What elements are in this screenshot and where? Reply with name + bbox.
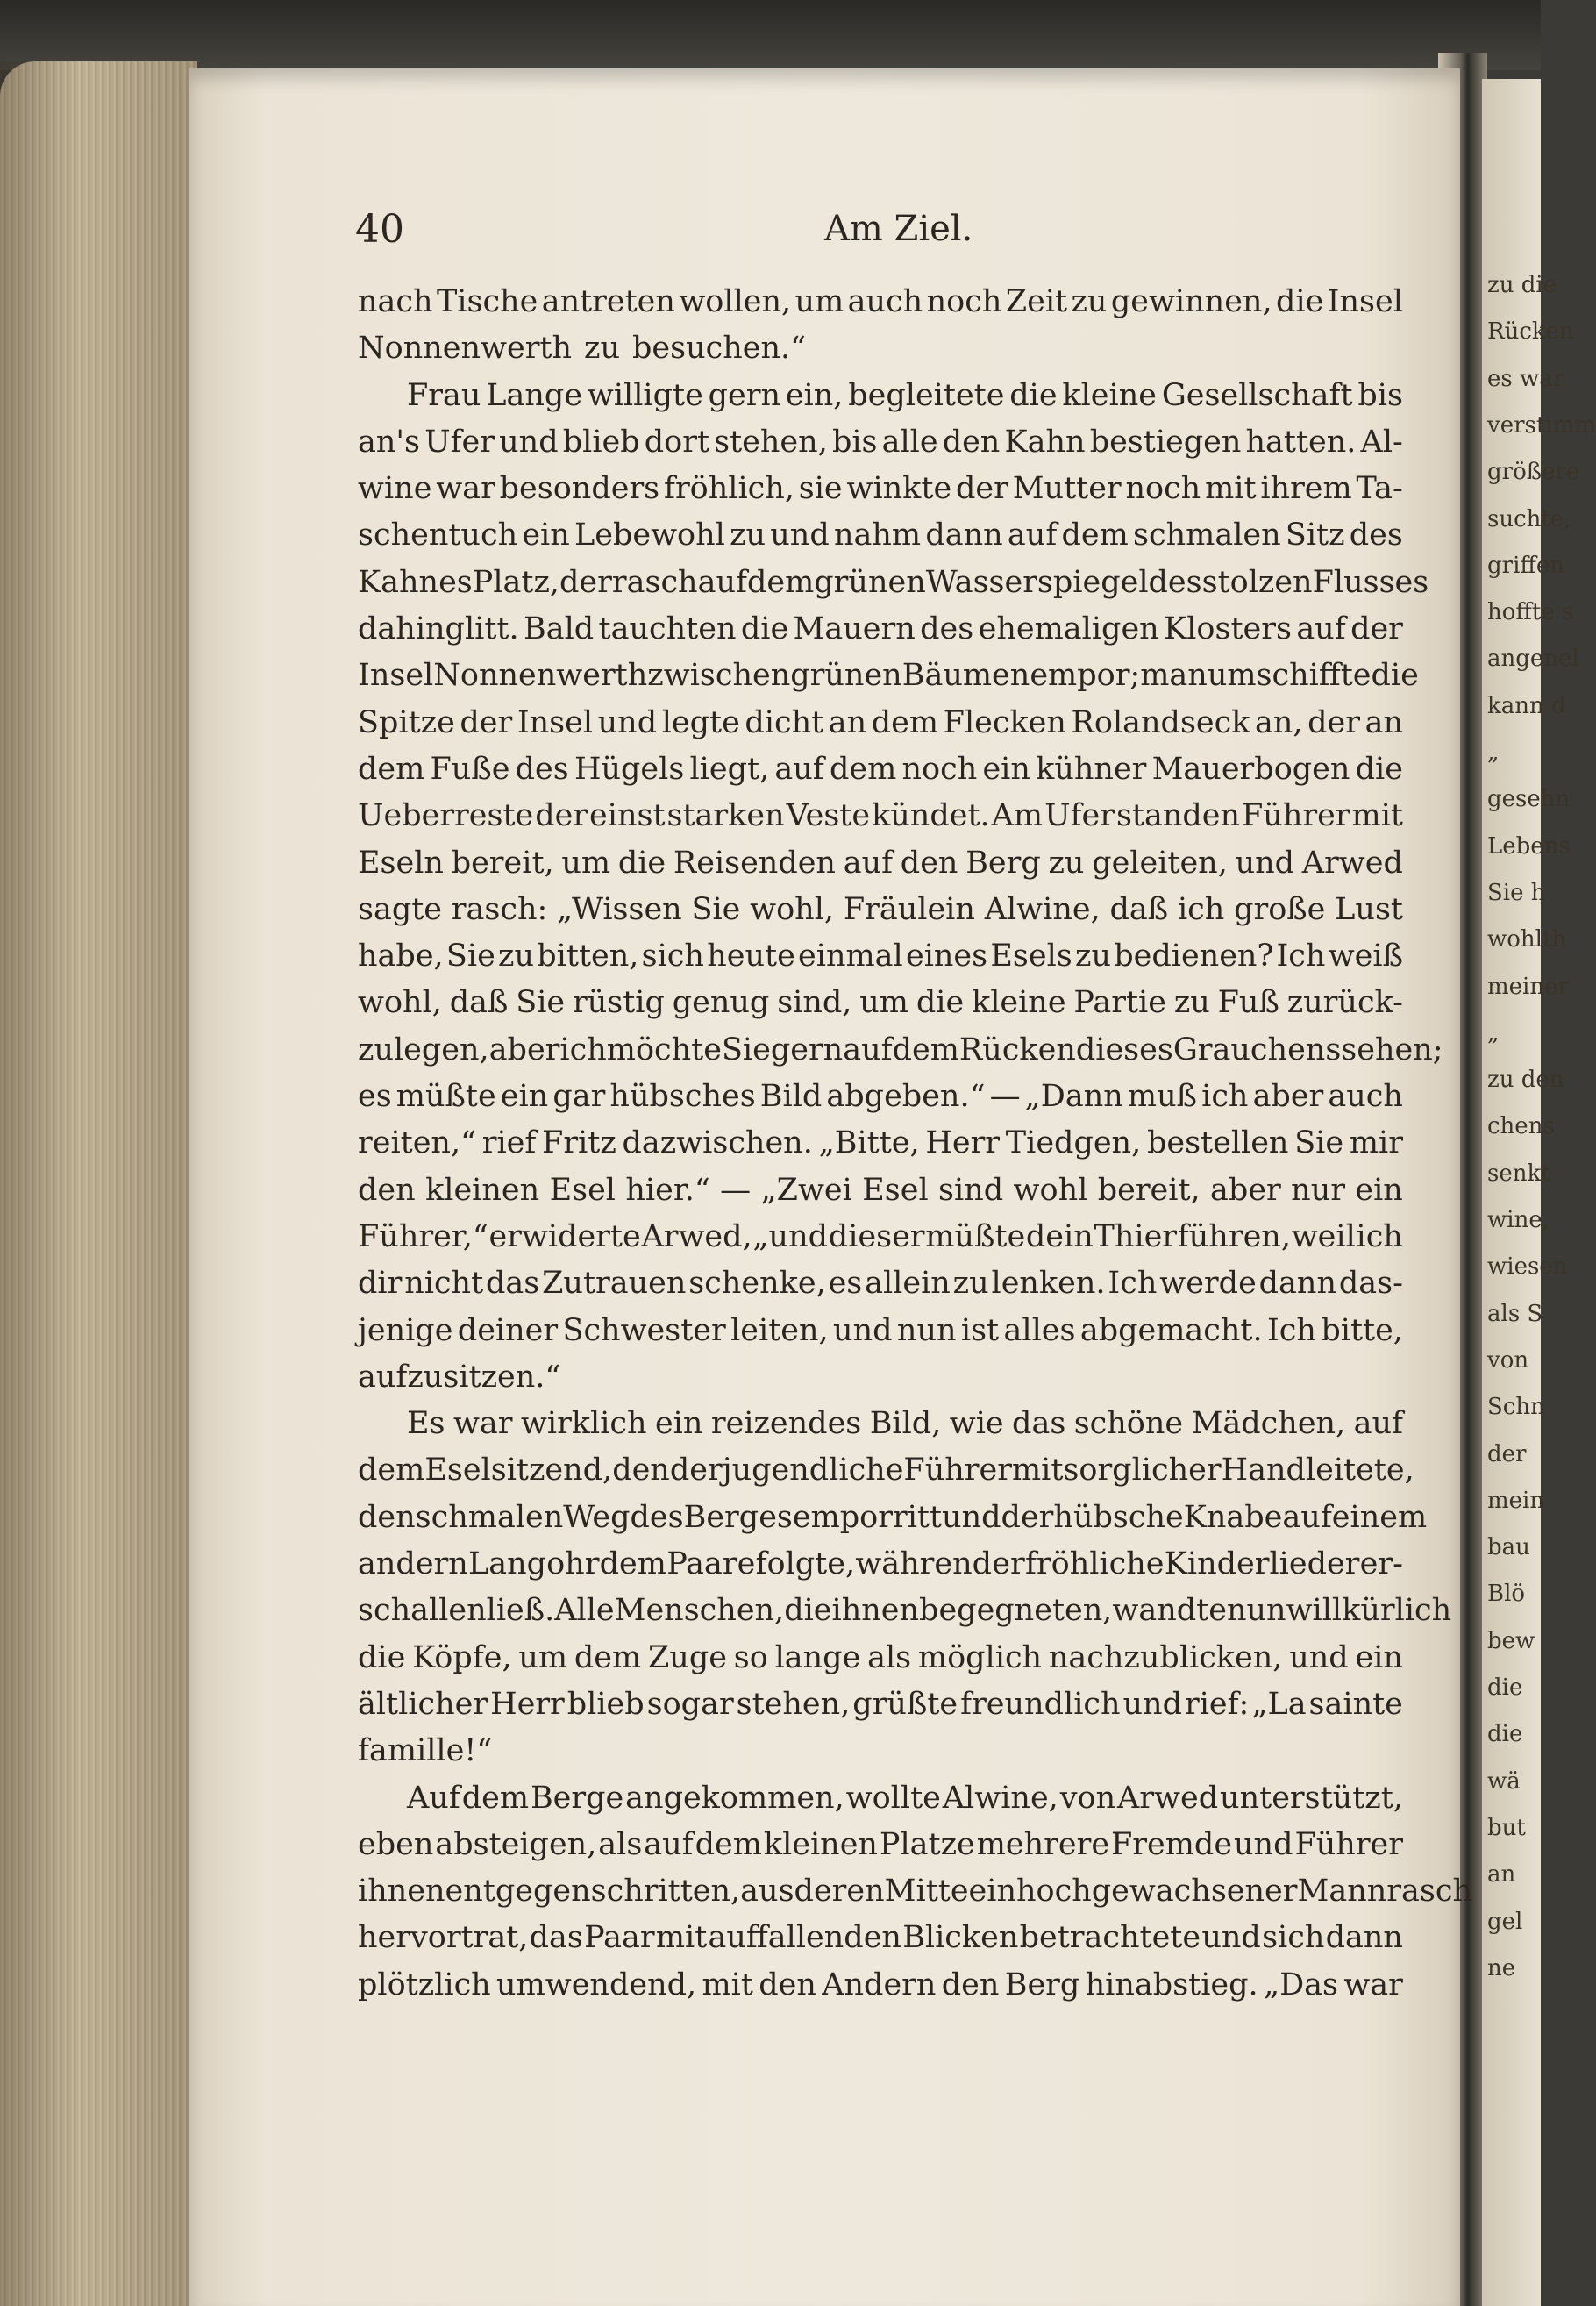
text-line: eben absteigen, als auf dem kleinen Platze mehrere Fremde und Führer [358,1826,1403,1862]
text-line: Insel Nonnenwerth zwischen grünen Bäumen empor; man umschiffte die [358,658,1419,694]
text-line: andern Langohr dem Paare folgte, während er fröhliche Kinderlieder er- [358,1546,1403,1582]
text-line: jenige deiner Schwester leiten, und nun ist alles abgemacht. Ich bitte, [358,1312,1403,1348]
facing-page-fragment: ne [1487,1954,1516,1981]
facing-page-fragment: Schn [1487,1394,1545,1421]
text-line: den kleinen Esel hier.“ — „Zwei Esel sind wohl bereit, aber nur ein [358,1172,1403,1208]
running-title: Am Ziel. [824,209,973,249]
text-line: Spitze der Insel und legte dicht an dem Flecken Rolandseck an, der an [358,704,1403,740]
page-number: 40 [355,207,404,252]
facing-page-fragment: hoffte s [1487,599,1574,626]
book-page-edges [0,61,197,2306]
facing-page-fragment: senkt [1487,1160,1550,1187]
text-line: Eseln bereit, um die Reisenden auf den Berg zu geleiten, und Arwed [358,845,1403,881]
facing-page-fragment: die [1487,1721,1523,1748]
text-line: dem Fuße des Hügels liegt, auf dem noch ein kühner Mauerbogen die [358,751,1403,787]
text-line: an's Ufer und blieb dort stehen, bis alle den Kahn bestiegen hatten. Al- [358,424,1403,460]
facing-page-fragment: Sie h [1487,879,1546,906]
text-line: schentuch ein Lebewohl zu und nahm dann auf dem schmalen Sitz des [358,518,1403,553]
text-line: Auf dem Berge angekommen, wollte Alwine, von Arwed unterstützt, [407,1780,1403,1816]
facing-page-fragment: zu den [1487,1067,1564,1094]
text-line: Kahnes Platz, der rasch auf dem grünen Wasserspiegel des stolzen Flusses [358,564,1429,600]
text-line: famille!“ [358,1733,493,1769]
text-line: nach Tische antreten wollen, um auch noch Zeit zu gewinnen, die Insel [358,284,1403,319]
facing-page-fragment: größere [1487,459,1580,486]
text-line: habe, Sie zu bitten, sich heute einmal eines Esels zu bedienen? Ich weiß [358,939,1403,975]
text-line: Nonnenwerth zu besuchen.“ [358,331,807,367]
facing-page-fragment: wiesen [1487,1253,1568,1281]
text-line: aufzusitzen.“ [358,1359,561,1395]
facing-page [1482,79,1596,2306]
text-line: dem Esel sitzend, den der jugendliche Führer mit sorglicher Hand leitete, [358,1453,1414,1489]
facing-page-fragment: wohlth [1487,926,1567,953]
text-line: Führer,“ erwiderte Arwed, „und dieser müßte dein Thier führen, weil ich [358,1218,1403,1254]
facing-page-fragment: angenel [1487,646,1579,673]
facing-page-fragment: es war [1487,365,1564,392]
facing-page-fragment: meiner [1487,973,1569,1000]
text-line: wohl, daß Sie rüstig genug sind, um die kleine Partie zu Fuß zurück- [358,985,1403,1021]
text-line: reiten,“ rief Fritz dazwischen. „Bitte, Herr Tiedgen, bestellen Sie mir [358,1125,1403,1161]
text-line: wine war besonders fröhlich, sie winkte der Mutter noch mit ihrem Ta- [358,471,1403,507]
facing-page-fragment: verstimm [1487,411,1596,439]
facing-page-fragment: wä [1487,1767,1521,1795]
text-line: den schmalen Weg des Berges emporritt und der hübsche Knabe auf einem [358,1499,1428,1535]
facing-page-fragment: chens [1487,1113,1555,1140]
text-line: dir nicht das Zutrauen schenke, es allein zu lenken. Ich werde dann das- [358,1266,1403,1302]
facing-page-fragment: Blö [1487,1581,1526,1608]
facing-page-fragment: an [1487,1861,1516,1888]
facing-page-fragment: gesehn [1487,786,1571,813]
facing-page-fragment: Rücken [1487,318,1574,346]
facing-page-fragment: bau [1487,1534,1530,1561]
body-text [358,279,1472,2009]
text-line: dahinglitt. Bald tauchten die Mauern des ehemaligen Klosters auf der [358,611,1403,647]
facing-page-fragment: zu die [1487,272,1557,298]
facing-page-fragment: wine, [1487,1207,1550,1233]
facing-page-fragment: mein [1487,1487,1545,1514]
facing-page-fragment: gel [1487,1908,1523,1935]
text-line: Es war wirklich ein reizendes Bild, wie das schöne Mädchen, auf [407,1406,1403,1442]
text-line: zulegen, aber ich möchte Sie gern auf dem Rücken dieses Grauchens sehen; [358,1032,1443,1067]
facing-page-fragment: der [1487,1440,1527,1467]
facing-page-fragment: suchte, [1487,505,1571,532]
facing-page-fragment: kann d [1487,692,1566,719]
text-line: plötzlich umwendend, mit den Andern den Berg hinabstieg. „Das war [358,1967,1403,2003]
facing-page-fragment: „ [1487,739,1500,766]
facing-page-fragment: von [1487,1346,1529,1374]
facing-page-fragment: bew [1487,1627,1535,1654]
text-line: die Köpfe, um dem Zuge so lange als möglich nachzublicken, und ein [358,1639,1403,1675]
text-line: ältlicher Herr blieb sogar stehen, grüßte freundlich und rief: „La sainte [358,1686,1403,1722]
facing-page-fragment: die [1487,1674,1523,1701]
text-line: es müßte ein gar hübsches Bild abgeben.“ — „Dann muß ich aber auch [358,1079,1403,1115]
facing-page-fragment: but [1487,1814,1526,1841]
facing-page-fragment: „ [1487,1019,1500,1046]
text-line: sagte rasch: „Wissen Sie wohl, Fräulein Alwine, daß ich große Lust [358,891,1403,927]
facing-page-fragment: Lebens [1487,832,1571,860]
text-line: ihnen entgegenschritten, aus deren Mitte ein hochgewachsener Mann rasch [358,1874,1472,1910]
text-line: Ueberreste der einst starken Veste kündet. Am Ufer standen Führer mit [358,798,1403,834]
facing-page-fragment: griffen [1487,552,1564,579]
facing-page-fragment: als S [1487,1300,1543,1327]
text-line: Frau Lange willigte gern ein, begleitete die kleine Gesellschaft bis [407,377,1403,413]
text-line: hervortrat, das Paar mit auffallenden Blicken betrachtete und sich dann [358,1920,1403,1956]
text-line: schallen ließ. Alle Menschen, die ihnen begegneten, wandten unwillkürlich [358,1593,1452,1629]
backdrop [0,0,1541,70]
